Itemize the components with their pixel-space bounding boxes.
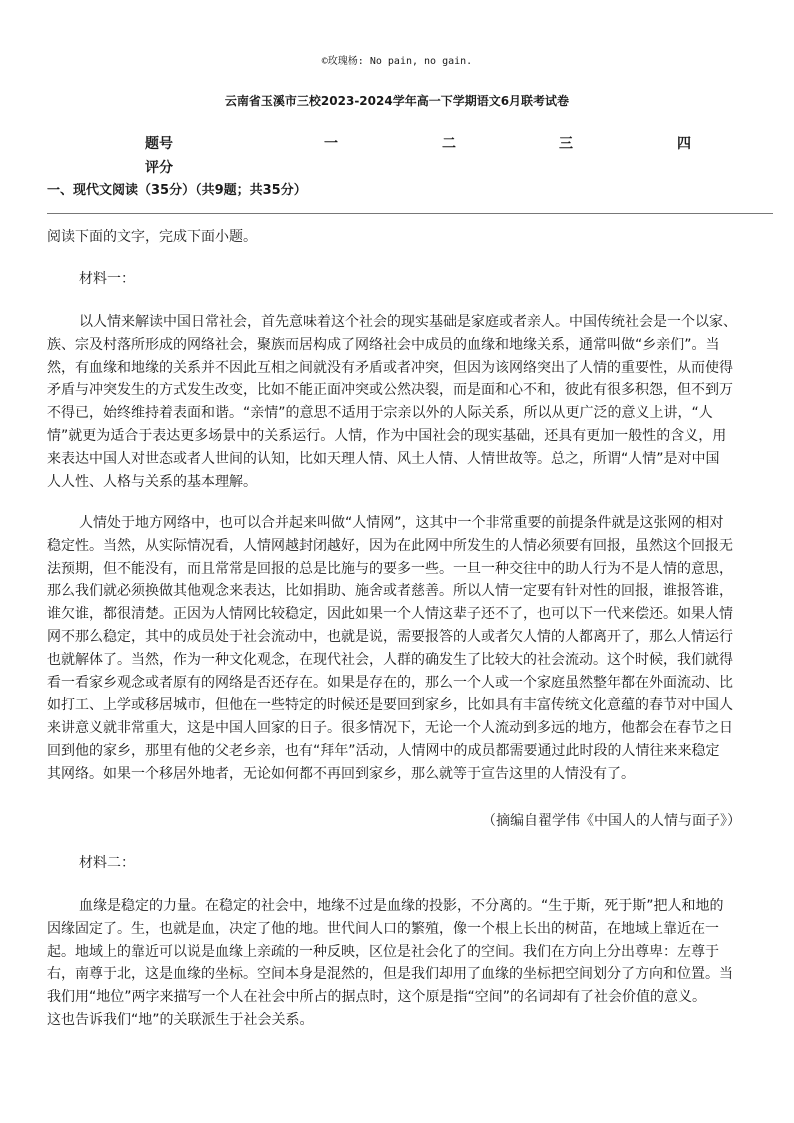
exam-title: 云南省玉溪市三校2023-2024学年高一下学期语文6月联考试卷 <box>224 94 570 108</box>
reading-instruction: 阅读下面的文字，完成下面小题。 <box>47 229 257 245</box>
material-1-paragraph-1: 以人情来解读中国日常社会，首先意味着这个社会的现实基础是家庭或者亲人。中国传统社会是一个以家、 族、宗及村落所形成的网络社会，聚族而居构成了网络社会中成员的血缘和地缘关系，通常叫做“乡亲们”。当 然，有血缘和地缘的关系并不因此互相之间就没有矛盾或者冲突，但因为该网络突出了人情的重要性，从而使得 矛盾与冲突发生的方式发生改变，比如不能正面冲突或公然决裂，而是面和心不和，彼此有很多积怨，但不到万 不得已，始终维持着表面和谐。“亲情”的意思不适用于宗亲以外的人际关系，所以从更广泛的意义上讲，“人 情”就更为适合于表达更多场景中的关系运行。人情，作为中国社会的现实基础，还具有更加一般性的含义，用 来表达中国人对世态或者人世间的认知，比如天理人情、风土人情、人情世故等。总之，所谓“人情”是对中国 人人性、人格与关系的基本理解。 <box>47 314 737 490</box>
section-heading: 一、现代文阅读（35分）（共9题；共35分） <box>47 183 307 198</box>
header-note: ©玫瑰杨: No pain, no gain. <box>321 56 473 67</box>
column-4-header: 四 <box>677 136 691 152</box>
material-2-label: 材料二： <box>79 855 135 871</box>
material-2-paragraph-1: 血缘是稳定的力量。在稳定的社会中，地缘不过是血缘的投影，不分离的。“生于斯，死于斯”把人和地的 因缘固定了。生，也就是血，决定了他的地。世代间人口的繁殖，像一个根上长出的树苗，在地域上靠近在一 起。地域上的靠近可以说是血缘上亲疏的一种反映，区位是社会化了的空间。我们在方向上分出尊卑：左尊于 右，南尊于北，这是血缘的坐标。空间本身是混然的，但是我们却用了血缘的坐标把空间划分了方向和位置。当 我们用“地位”两字来描写一个人在社会中所占的据点时，这个原是指“空间”的名词却有了社会价值的意义。 这也告诉我们“地”的关联派生于社会关系。 <box>47 898 733 1028</box>
section-divider <box>47 213 773 214</box>
column-3-header: 三 <box>559 136 573 152</box>
column-2-header: 二 <box>442 136 456 152</box>
material-1-paragraph-2: 人情处于地方网络中，也可以合并起来叫做“人情网”，这其中一个非常重要的前提条件就是这张网的相对 稳定性。当然，从实际情况看，人情网越封闭越好，因为在此网中所发生的人情必须要有回报，虽然这个回报无 法预期，但不能没有，而且常常是回报的总是比施与的要多一些。一旦一种交往中的助人行为不是人情的意思， 那么我们就必须换做其他观念来表达，比如捐助、施舍或者慈善。所以人情一定要有针对性的回报，谁报答谁， 谁欠谁，都很清楚。正因为人情网比较稳定，因此如果一个人情这辈子还不了，也可以下一代来偿还。如果人情 网不那么稳定，其中的成员处于社会流动中，也就是说，需要报答的人或者欠人情的人都离开了，那么人情运行 也就解体了。当然，作为一种文化观念，在现代社会，人群的确发生了比较大的社会流动。这个时候，我们就得 看一看家乡观念或者原有的网络是否还存在。如果是存在的，那么一个人或一个家庭虽然整年都在外面流动、比 如打工、上学或移居城市，但他在一些特定的时候还是要回到家乡，比如具有丰富传统文化意蕴的春节对中国人 来讲意义就非常重大，这是中国人回家的日子。很多情况下，无论一个人流动到多远的地方，他都会在春节之日 回到他的家乡，那里有他的父老乡亲，也有“拜年”活动，人情网中的成员都需要通过此时段的人情往来来稳定 其网络。如果一个移居外地者，无论如何都不再回到家乡，那么就等于宣告这里的人情没有了。 <box>47 515 733 782</box>
material-1-label: 材料一： <box>79 271 135 287</box>
score-label: 评分 <box>145 160 173 176</box>
column-1-header: 一 <box>324 136 338 152</box>
material-1-source: （摘编自翟学伟《中国人的人情与面子》） <box>482 813 741 829</box>
question-number-label: 题号 <box>145 136 173 152</box>
